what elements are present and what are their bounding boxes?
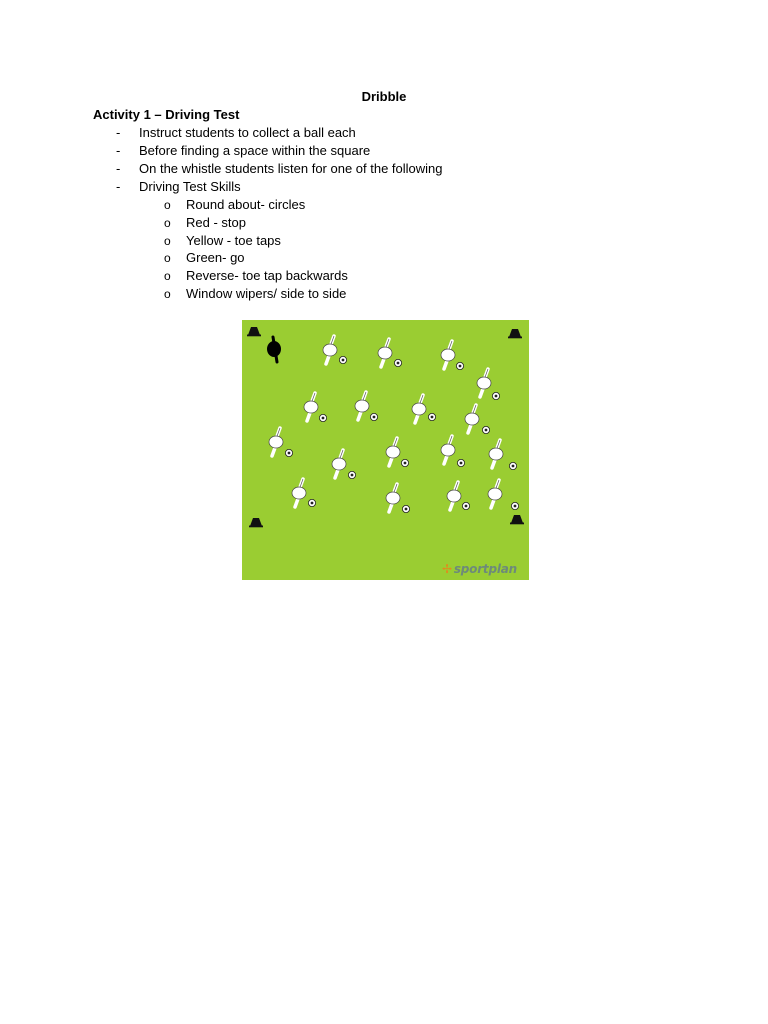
dash-bullet: - <box>116 161 121 176</box>
dash-bullet: - <box>116 179 121 194</box>
player-icon <box>292 479 316 507</box>
coach-icon <box>267 337 281 362</box>
player-icon <box>489 440 517 470</box>
player-icon <box>323 336 347 364</box>
circle-bullet: o <box>164 251 171 265</box>
skill-text: Round about- circles <box>186 197 306 212</box>
instruction-text: Driving Test Skills <box>139 179 241 194</box>
player-icon <box>332 450 356 479</box>
player-icon <box>441 341 464 370</box>
player-icon <box>269 428 293 457</box>
skill-text: Yellow - toe taps <box>186 233 281 248</box>
player-icon <box>465 405 490 434</box>
instruction-text: On the whistle students listen for one of the following <box>139 161 443 176</box>
circle-bullet: o <box>164 269 171 283</box>
skill-text: Reverse- toe tap backwards <box>186 268 348 283</box>
instruction-text: Before finding a space within the square <box>139 143 371 158</box>
player-icon <box>378 339 402 367</box>
field-drawing <box>242 320 529 580</box>
player-icon <box>412 395 436 423</box>
player-icon <box>304 393 327 422</box>
player-icon <box>477 369 500 400</box>
sportplan-logo: ✢ sportplan <box>441 562 517 576</box>
skill-text: Window wipers/ side to side <box>186 286 347 301</box>
cone-icon <box>510 515 524 524</box>
circle-bullet: o <box>164 216 171 230</box>
player-icon <box>488 480 519 510</box>
swoosh-icon: ✢ <box>441 562 452 576</box>
page-title: Dribble <box>361 89 407 104</box>
player-icon <box>386 484 410 513</box>
activity-heading: Activity 1 – Driving Test <box>93 107 240 122</box>
skill-text: Green- go <box>186 250 245 265</box>
skill-text: Red - stop <box>186 215 246 230</box>
instruction-text: Instruct students to collect a ball each <box>139 125 356 140</box>
circle-bullet: o <box>164 287 171 301</box>
circle-bullet: o <box>164 234 171 248</box>
player-icon <box>441 436 465 467</box>
dash-bullet: - <box>116 143 121 158</box>
player-icon <box>386 438 409 467</box>
circle-bullet: o <box>164 198 171 212</box>
cone-icon <box>249 518 263 527</box>
dash-bullet: - <box>116 125 121 140</box>
player-icon <box>447 482 470 510</box>
cone-icon <box>247 327 261 336</box>
player-icon <box>355 392 378 421</box>
drill-diagram <box>242 320 529 580</box>
cone-icon <box>508 329 522 338</box>
